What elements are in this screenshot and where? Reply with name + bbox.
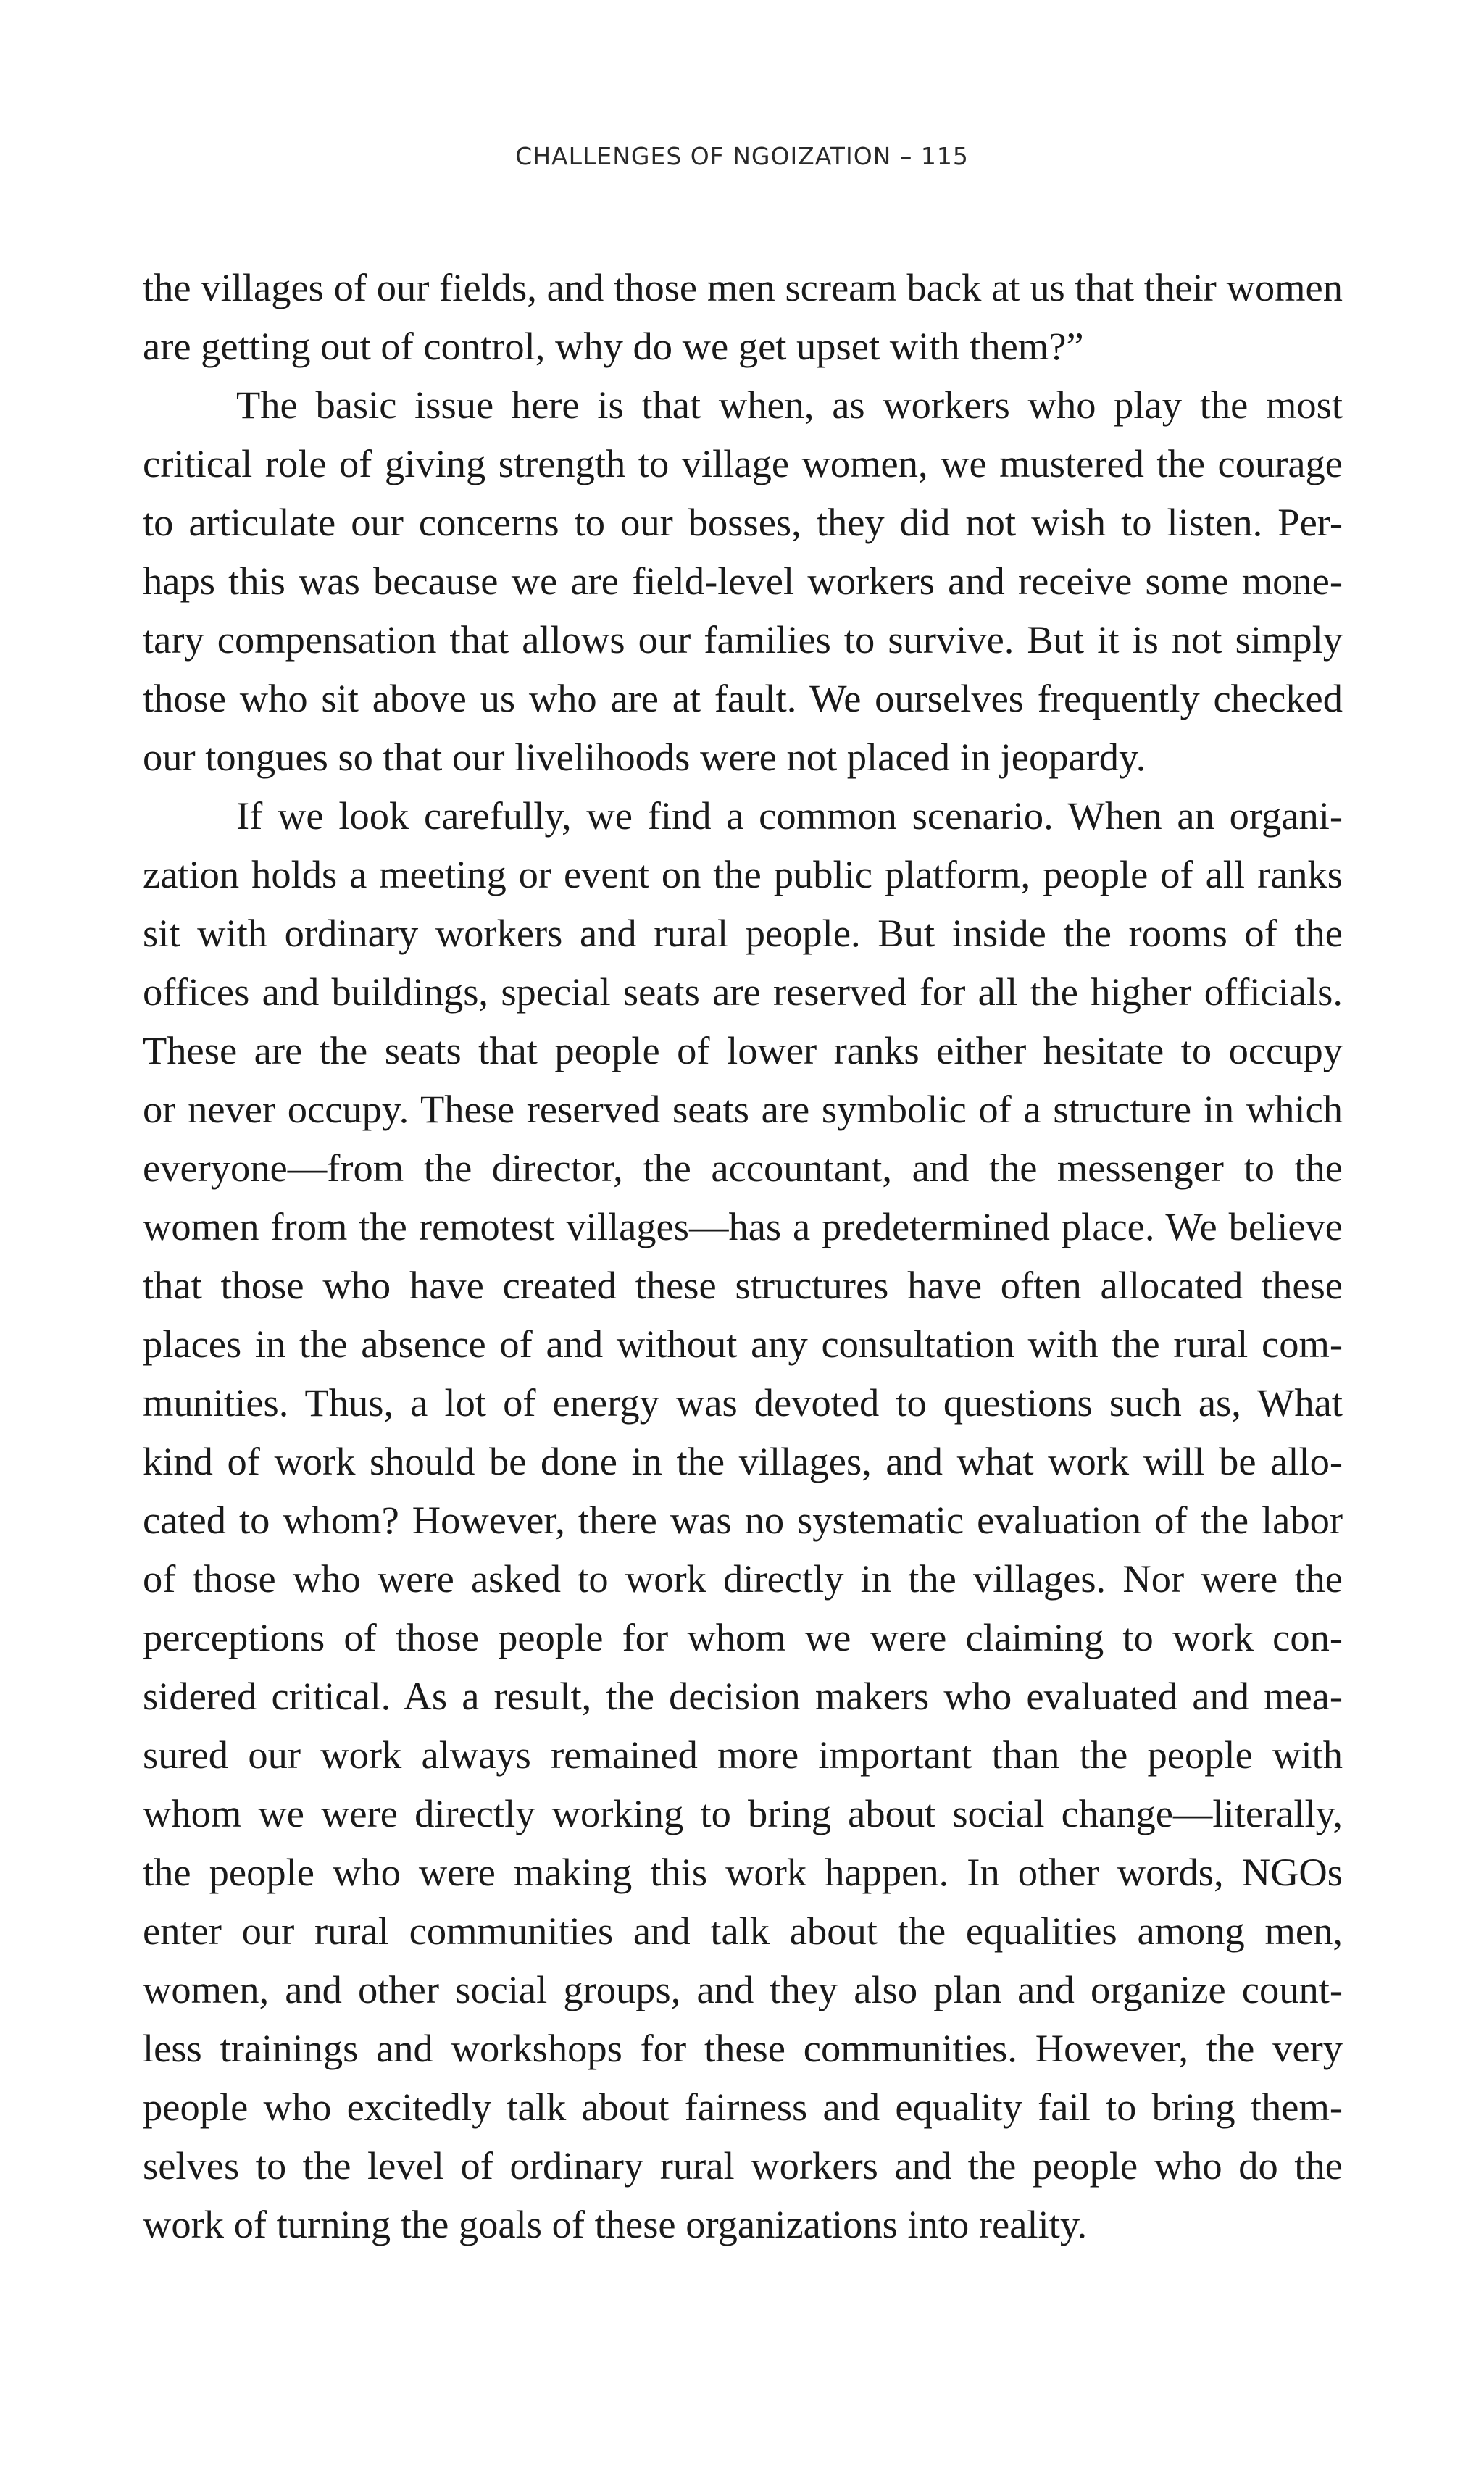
text-line: women, and other social groups, and they also plan and organize count- — [143, 1967, 1343, 2011]
text-line: haps this was because we are field-level workers and receive some mone- — [143, 559, 1343, 603]
paragraph-3 — [143, 786, 1343, 2254]
text-line: sidered critical. As a result, the decision makers who evaluated and mea- — [143, 1674, 1343, 1718]
body-text — [143, 258, 1343, 2254]
text-line: women from the remotest villages—has a predetermined place. We believe — [143, 1204, 1343, 1248]
text-line: everyone—from the director, the accountant, and the messenger to the — [143, 1146, 1343, 1190]
text-line: If we look carefully, we find a common scenario. When an organi- — [236, 793, 1343, 838]
text-line: tary compensation that allows our families to survive. But it is not simply — [143, 617, 1343, 662]
text-line: that those who have created these structures have often allocated these — [143, 1263, 1343, 1307]
text-line: zation holds a meeting or event on the public platform, people of all ranks — [143, 852, 1343, 896]
text-line: or never occupy. These reserved seats are symbolic of a structure in which — [143, 1087, 1343, 1131]
text-line: enter our rural communities and talk about the equalities among men, — [143, 1909, 1343, 1953]
text-line: cated to whom? However, there was no systematic evaluation of the labor — [143, 1498, 1343, 1542]
text-line: the people who were making this work happen. In other words, NGOs — [143, 1850, 1343, 1894]
text-line: munities. Thus, a lot of energy was devoted to questions such as, What — [143, 1380, 1343, 1425]
text-line: critical role of giving strength to village women, we mustered the courage — [143, 441, 1343, 485]
paragraph-1 — [143, 258, 1343, 375]
text-line: sit with ordinary workers and rural people. But inside the rooms of the — [143, 911, 1343, 955]
text-line: those who sit above us who are at fault. We ourselves frequently checked — [143, 676, 1343, 720]
running-head: CHALLENGES OF NGOIZATION – 115 — [515, 142, 969, 170]
text-line: sured our work always remained more important than the people with — [143, 1733, 1343, 1777]
text-line: work of turning the goals of these organizations into reality. — [143, 2202, 1088, 2246]
text-line: kind of work should be done in the villages, and what work will be allo- — [143, 1439, 1343, 1483]
text-line: people who excitedly talk about fairness and equality fail to bring them- — [143, 2085, 1343, 2129]
text-line: whom we were directly working to bring about social change—literally, — [143, 1791, 1343, 1835]
text-line: of those who were asked to work directly in the villages. Nor were the — [143, 1556, 1343, 1601]
text-line: The basic issue here is that when, as workers who play the most — [236, 383, 1343, 427]
text-line: These are the seats that people of lower ranks either hesitate to occupy — [143, 1028, 1343, 1072]
text-line: the villages of our fields, and those men scream back at us that their women — [143, 265, 1343, 309]
text-line: less trainings and workshops for these communities. However, the very — [143, 2026, 1343, 2070]
text-line: perceptions of those people for whom we were claiming to work con- — [143, 1615, 1343, 1659]
text-line: offices and buildings, special seats are reserved for all the higher officials. — [143, 970, 1343, 1014]
text-line: places in the absence of and without any consultation with the rural com- — [143, 1322, 1343, 1366]
text-line: are getting out of control, why do we get upset with them?” — [143, 324, 1084, 368]
paragraph-2 — [143, 375, 1343, 786]
text-line: to articulate our concerns to our bosses, they did not wish to listen. Per- — [143, 500, 1343, 544]
text-line: our tongues so that our livelihoods were not placed in jeopardy. — [143, 735, 1146, 779]
text-line: selves to the level of ordinary rural workers and the people who do the — [143, 2143, 1343, 2188]
